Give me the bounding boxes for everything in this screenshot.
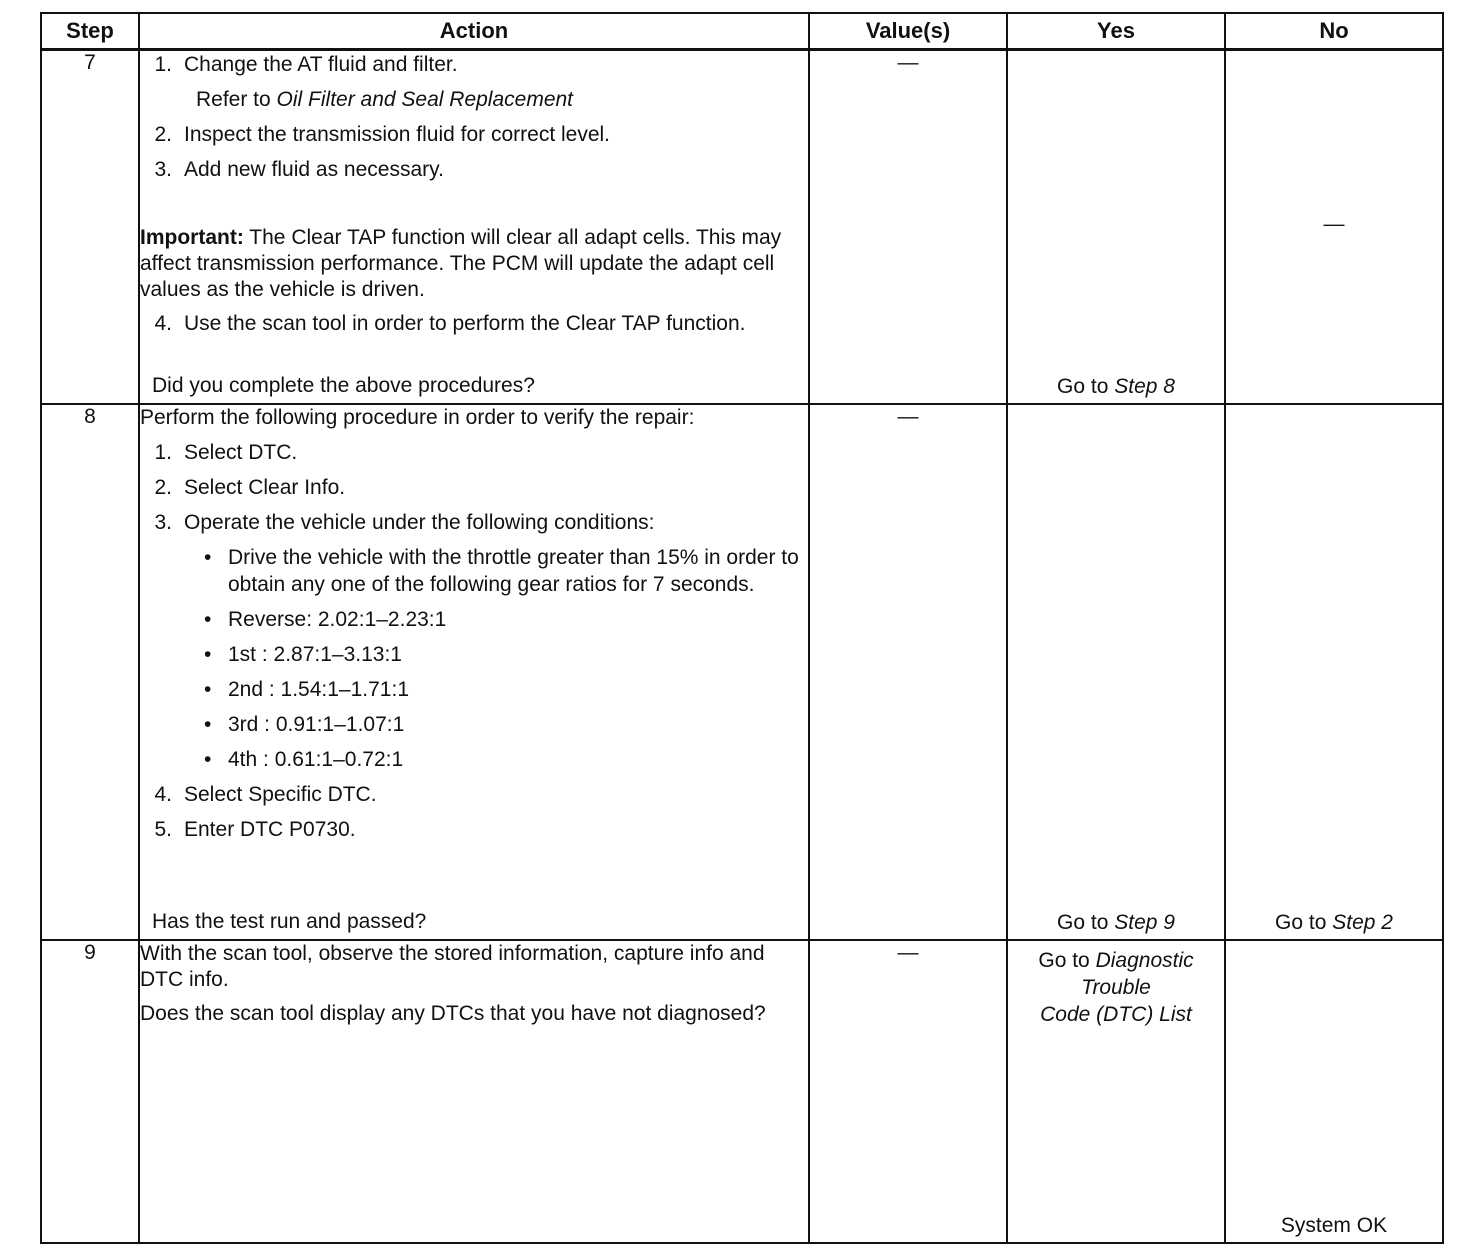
action-cell bbox=[139, 50, 809, 404]
yes-link[interactable] bbox=[1008, 911, 1224, 935]
item-text: Add new fluid as necessary. bbox=[184, 158, 444, 181]
action-cell bbox=[139, 940, 809, 1244]
no-step-link[interactable]: Step 2 bbox=[1332, 910, 1393, 934]
no-text: — bbox=[1323, 212, 1345, 236]
value-cell: — bbox=[809, 404, 1007, 940]
reference bbox=[196, 86, 808, 113]
bullet-text: Reverse: 2.02:1–2.23:1 bbox=[228, 607, 447, 631]
list-item bbox=[140, 816, 808, 843]
reference-prefix: Refer to bbox=[196, 88, 271, 111]
bullet-item bbox=[204, 676, 808, 703]
header-row bbox=[41, 13, 1443, 50]
paragraph-text: With the scan tool, observe the stored information, capture info and DTC info. bbox=[140, 941, 765, 991]
step-number: 8 bbox=[41, 404, 139, 940]
question-text: Does the scan tool display any DTCs that you have not diagnosed? bbox=[140, 1001, 766, 1025]
value-cell: — bbox=[809, 50, 1007, 404]
important-note bbox=[140, 225, 808, 303]
bullet-text: 2nd : 1.54:1–1.71:1 bbox=[228, 677, 409, 701]
item-text: Select Clear Info. bbox=[184, 475, 346, 499]
item-text: Use the scan tool in order to perform the Clear TAP function. bbox=[184, 312, 746, 335]
list-item bbox=[140, 781, 808, 808]
bullet-icon: • bbox=[204, 545, 212, 569]
no-cell bbox=[1225, 404, 1443, 940]
list-item bbox=[140, 311, 808, 337]
header-yes: Yes bbox=[1007, 13, 1225, 50]
yes-link-line1[interactable]: Diagnostic bbox=[1095, 948, 1194, 972]
item-text: Operate the vehicle under the following conditions: bbox=[184, 510, 655, 534]
table-row-step-7 bbox=[41, 50, 1443, 404]
yes-step-link[interactable]: Step 9 bbox=[1114, 910, 1175, 934]
header-values: Value(s) bbox=[809, 13, 1007, 50]
list-item bbox=[140, 509, 808, 536]
value-cell: — bbox=[809, 940, 1007, 1244]
item-number: 4. bbox=[154, 782, 172, 806]
item-text: Change the AT fluid and filter. bbox=[184, 53, 458, 76]
list-item bbox=[140, 121, 808, 148]
yes-prefix: Go to bbox=[1057, 374, 1109, 398]
yes-link-line3[interactable]: Code (DTC) List bbox=[1040, 1002, 1192, 1026]
yes-step-link[interactable]: Step 8 bbox=[1114, 374, 1175, 398]
item-number: 3. bbox=[154, 158, 172, 181]
item-number: 4. bbox=[154, 312, 172, 335]
list-item bbox=[140, 51, 808, 78]
bullet-icon: • bbox=[204, 642, 212, 666]
item-text: Select DTC. bbox=[184, 440, 298, 464]
spacer bbox=[140, 191, 808, 225]
table-row-step-8 bbox=[41, 404, 1443, 940]
yes-cell bbox=[1007, 404, 1225, 940]
table-row-step-9 bbox=[41, 940, 1443, 1244]
item-text: Inspect the transmission fluid for correct level. bbox=[184, 123, 611, 146]
question-text: Has the test run and passed? bbox=[152, 909, 427, 933]
diagnostic-table bbox=[40, 12, 1444, 1244]
yes-cell bbox=[1007, 50, 1225, 404]
item-number: 2. bbox=[154, 475, 172, 499]
step-number: 7 bbox=[41, 50, 139, 404]
bullet-item bbox=[204, 746, 808, 773]
bullet-item bbox=[204, 641, 808, 668]
bullet-item bbox=[204, 606, 808, 633]
intro-text: Perform the following procedure in order to verify the repair: bbox=[140, 405, 695, 429]
no-prefix: Go to bbox=[1275, 910, 1327, 934]
no-link[interactable] bbox=[1226, 911, 1442, 935]
bullet-text: 3rd : 0.91:1–1.07:1 bbox=[228, 712, 405, 736]
header-action: Action bbox=[139, 13, 809, 50]
header-no: No bbox=[1225, 13, 1443, 50]
item-number: 5. bbox=[154, 817, 172, 841]
action-cell bbox=[139, 404, 809, 940]
no-cell bbox=[1225, 940, 1443, 1244]
bullet-text: Drive the vehicle with the throttle greater than 15% in order to obtain any one of the following gear ratios for 7 seconds. bbox=[228, 545, 799, 596]
bullet-text: 4th : 0.61:1–0.72:1 bbox=[228, 747, 404, 771]
item-text: Enter DTC P0730. bbox=[184, 817, 356, 841]
important-label: Important: bbox=[140, 226, 244, 249]
yes-link-line2[interactable]: Trouble bbox=[1081, 975, 1151, 999]
no-cell bbox=[1225, 50, 1443, 404]
no-text: System OK bbox=[1280, 1214, 1388, 1237]
question-text: Did you complete the above procedures? bbox=[152, 373, 535, 397]
item-number: 2. bbox=[154, 123, 172, 146]
bullet-icon: • bbox=[204, 677, 212, 701]
item-number: 1. bbox=[154, 53, 172, 76]
bullet-icon: • bbox=[204, 607, 212, 631]
bullet-item bbox=[204, 711, 808, 738]
important-text: The Clear TAP function will clear all adapt cells. This may affect transmission performance. The PCM will update the adapt cell values as the vehicle is driven. bbox=[140, 226, 782, 301]
bullet-item bbox=[204, 544, 808, 598]
bullet-text: 1st : 2.87:1–3.13:1 bbox=[228, 642, 402, 666]
yes-prefix: Go to bbox=[1038, 948, 1090, 972]
list-item bbox=[140, 439, 808, 466]
item-number: 1. bbox=[154, 440, 172, 464]
list-item bbox=[140, 474, 808, 501]
reference-link[interactable]: Oil Filter and Seal Replacement bbox=[276, 88, 574, 111]
bullet-icon: • bbox=[204, 747, 212, 771]
yes-link[interactable] bbox=[1008, 375, 1224, 399]
list-item bbox=[140, 156, 808, 183]
bullet-icon: • bbox=[204, 712, 212, 736]
header-step: Step bbox=[41, 13, 139, 50]
yes-link[interactable] bbox=[1008, 947, 1224, 974]
step-number: 9 bbox=[41, 940, 139, 1244]
item-text: Select Specific DTC. bbox=[184, 782, 377, 806]
item-number: 3. bbox=[154, 510, 172, 534]
yes-prefix: Go to bbox=[1057, 910, 1109, 934]
yes-cell bbox=[1007, 940, 1225, 1244]
